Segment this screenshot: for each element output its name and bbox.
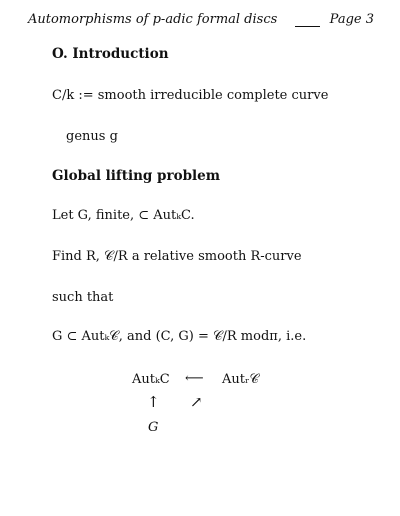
condition-line: G ⊂ Autₖ𝒞, and (C, G) = 𝒞/R modπ, i.e. [52, 329, 307, 344]
header-rule [295, 26, 320, 27]
such-that-line: such that [52, 290, 114, 305]
header-title: Automorphisms of p-adic formal discs [28, 12, 278, 27]
page-header [28, 12, 374, 32]
genus-line: genus g [66, 129, 118, 144]
diagram-left-arrow: ⟵ [185, 371, 204, 386]
header-page-number: Page 3 [329, 12, 374, 27]
find-statement: Find R, 𝒞/R a relative smooth R-curve [52, 249, 302, 264]
diagram-up-arrow: ↑ [147, 393, 160, 411]
diagram-aut-k-c: AutₖC [132, 372, 170, 387]
section-heading-global-lifting: Global lifting problem [52, 168, 221, 184]
diagram-group-g: G [148, 420, 159, 435]
diagram-aut-r-c: Autᵣ𝒞 [222, 372, 259, 387]
section-heading-introduction: O. Introduction [52, 46, 169, 62]
diagram-diagonal-arrow: ↗ [190, 393, 203, 411]
commutative-diagram [130, 372, 280, 442]
let-statement: Let G, finite, ⊂ AutₖC. [52, 208, 195, 223]
curve-definition: C/k := smooth irreducible complete curve [52, 88, 329, 103]
